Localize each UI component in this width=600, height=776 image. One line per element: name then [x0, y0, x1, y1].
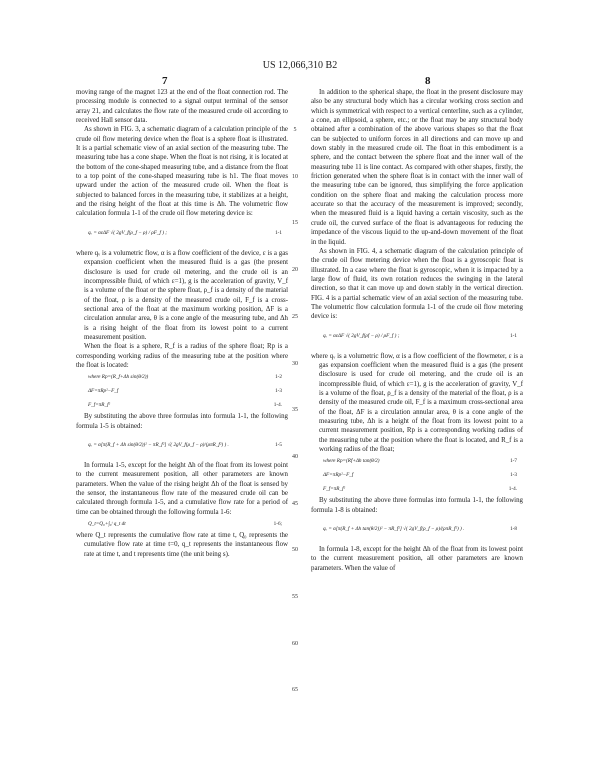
line-number: 50	[292, 547, 298, 554]
equation-formula: where Rp=(R_f+Δh sin(θ/2))	[88, 374, 149, 381]
paragraph: where qᵥ is a volumetric flow, α is a flow coefficient of the device, ε is a gas expansion coefficient when the measured fluid is a gas (the present disclosure is used for crude oil metering, and the crude oil is an incompressible fluid, of which ε=1), g is the acceleration of gravity, V_f is a volume of the float or the sphere float, ρ_f is a density of the material of the float, ρ is a density of the measured crude oil, F_f is a cross-sectional area of the float at the maximum working position, ΔF is a circulation annular area, θ is a cone angle of the measuring tube, and Δh is a rising height of the float from its lowest point to a current measurement position.	[76, 249, 288, 341]
equation-label: 1-8	[510, 526, 517, 533]
equation-label: 1-7	[510, 458, 517, 465]
paragraph: where Q_t represents the cumulative flow rate at time t, Q₀ represents the cumulative flow rate at time t=0, q_t represents the instantaneous flow rate at time t, and t represents time (the unit being s).	[76, 532, 288, 558]
equation	[76, 384, 288, 398]
line-number: 35	[292, 407, 298, 414]
line-number: 30	[292, 360, 298, 367]
equation	[76, 398, 288, 412]
line-number: 60	[292, 640, 298, 647]
equation-formula: F_f=πR_f²	[88, 402, 111, 409]
patent-number: US 12,066,310 B2	[262, 60, 338, 71]
equation-label: 1-5	[275, 441, 282, 448]
line-number: 65	[292, 687, 298, 694]
line-number: 5	[293, 127, 297, 133]
paragraph: moving range of the magnet 123 at the end of the float connection rod. The processing module is connected to a signal output terminal of the sensor array 21, and calculates the flow rate of the measured crude oil according to received Hall sensor data.	[76, 89, 288, 125]
equation-formula: qᵥ = αεΔF √( 2gV_f(ρ_f − ρ) / ρF_f ) ;	[88, 229, 168, 236]
equation-formula: ΔF=πRp²−F_f	[323, 472, 354, 479]
line-number: 45	[292, 500, 298, 507]
equation-formula: Q_t=Q₀+∫₀ᵗ q_t dt	[88, 521, 126, 528]
equation-label: 1-4.	[273, 402, 282, 409]
paragraph: where qᵥ is a volumetric flow, α is a flow coefficient of the flowmeter, ε is a gas expansion coefficient when the measured fluid is a gas (the present disclosure is used for crude oil metering, and the crude oil is an incompressible fluid, of which ε=1), g is the acceleration of gravity, V_f is a volume of the float, ρ_f is a density of the material of the float, ρ is a density of the measured crude oil, F_f is a maximum cross-sectional area of the float, ΔF is a circulation annular area, θ is a cone angle of the measuring tube, Δh is a height of the float from its lowest point to a current measurement position, Rp is a corresponding working radius of the measuring tube at the position where the float is located, and R_f is a working radius of the float;	[311, 352, 523, 454]
equation-formula: qᵥ = αεΔF √( 2gV_f(ρf − ρ) / ρF_f ) ;	[323, 332, 400, 339]
equation-label: 1-3	[275, 388, 282, 395]
column-number-right: 8	[425, 75, 431, 87]
equation-label: 1-1	[275, 229, 282, 236]
column-number-left: 7	[162, 75, 168, 87]
paragraph: As shown in FIG. 3, a schematic diagram of a calculation principle of the crude oil flow metering device when the float is a sphere float is illustrated. It is a partial schematic view of an axial section of the measuring tube. The measuring tube has a cone shape. When the float is not rising, it is located at the bottom of the cone-shaped measuring tube, and a distance from the float to a top point of the cone-shaped measuring tube is h1. The float moves upward under the action of the measured crude oil. When the float is subjected to balanced forces in the measuring tube, it stabilizes at a height, and the rising height of the float at this time is Δh. The volumetric flow calculation formula 1-1 of the crude oil flow metering device is:	[76, 126, 288, 218]
line-number: 15	[292, 220, 298, 227]
equation	[311, 454, 523, 468]
right-column	[311, 88, 523, 573]
line-number: 10	[292, 173, 298, 180]
paragraph: In formula 1-8, except for the height Δh of the float from its lowest point to the current measurement position, all other parameters are known parameters. When the value of	[311, 546, 523, 572]
line-number: 40	[292, 453, 298, 460]
equation-formula: F_f=πR_f²	[323, 486, 346, 493]
line-number: 25	[292, 313, 298, 320]
equation-label: 1-1	[510, 332, 517, 339]
paragraph: As shown in FIG. 4, a schematic diagram of the calculation principle of the crude oil flow metering device when the float is a gyroscopic float is illustrated. In a case where the float is gyroscopic, when it is impacted by a large flow of fluid, its own rotation reduces the swinging in the lateral direction, so that it can move up and down stably in the vertical direction. FIG. 4 is a partial schematic view of an axial section of the measuring tube. The volumetric flow calculation formula 1-1 of the crude oil flow metering device is:	[311, 247, 523, 321]
paragraph: When the float is a sphere, R_f is a radius of the sphere float; Rp is a corresponding working radius of the measuring tube at the position where the float is located:	[76, 343, 288, 369]
equation	[76, 431, 288, 461]
equation-label: 1-4.	[508, 486, 517, 493]
paragraph: By substituting the above three formulas into formula 1-1, the following formula 1-5 is obtained:	[76, 413, 288, 430]
left-column	[76, 88, 288, 559]
equation	[311, 468, 523, 482]
paragraph: In formula 1-5, except for the height Δh of the float from its lowest point to the current measurement position, all other parameters are known parameters. When the value of the rising height Δh of the float is sensed by the sensor, the instantaneous flow rate of the measured crude oil can be calculated through formula 1-5, and a cumulative flow rate for a period of time can be obtained through the following formula 1-6:	[76, 461, 288, 516]
equation-formula: qᵥ = α[π(R_f + Δh sin(θ/2))² − πR_f²] √( 2gV_f(ρ_f − ρ)/(ρπR_f²) ) .	[88, 441, 229, 448]
equation-label: 1-6;	[273, 521, 282, 528]
equation-label: 1-2	[275, 374, 282, 381]
equation	[311, 515, 523, 545]
equation-formula: qᵥ = α[π(R_f + Δh tan(θ/2))² − πR_f²] √( 2gV_f(ρ_f − ρ)/(ρπR_f²) ) .	[323, 526, 465, 533]
equation	[76, 219, 288, 249]
equation-label: 1-3	[510, 472, 517, 479]
equation-formula: ΔF=πRp²−F_f	[88, 388, 119, 395]
equation	[311, 322, 523, 352]
equation-formula: where Rp=(Rf+Δh tan(θ/2)	[323, 458, 380, 465]
line-number: 55	[292, 594, 298, 600]
equation	[311, 482, 523, 496]
equation	[76, 370, 288, 384]
paragraph: By substituting the above three formulas into formula 1-1, the following formula 1-8 is obtained:	[311, 497, 523, 514]
line-number: 20	[292, 267, 298, 274]
equation	[76, 517, 288, 531]
paragraph: In addition to the spherical shape, the float in the present disclosure may also be any structural body which has a circular working cross section and which is symmetrical with respect to a vertical centerline, such as a cylinder, a cone, an ellipsoid, a sphere, etc.; or the float may be any structural body obtained after a combination of the above various shapes so that the float can be subjected to uniform forces in all directions and can move up and down stably in the measured crude oil. The float in this embodiment is a sphere, and the contact between the sphere float and the inner wall of the measuring tube 11 is line contact. As compared with other shapes, firstly, the friction generated when the sphere float is in contact with the inner wall of the measuring tube can be ignored, thus simplifying the force application condition on the sphere float and making the calculation process more accurate so that the accuracy of the measurement is improved; secondly, when the measured fluid is a liquid having a certain viscosity, such as the crude oil, the curved surface of the float is advantageous for reducing the impedance of the viscous liquid to the up-and-down movement of the float in the liquid.	[311, 89, 523, 246]
